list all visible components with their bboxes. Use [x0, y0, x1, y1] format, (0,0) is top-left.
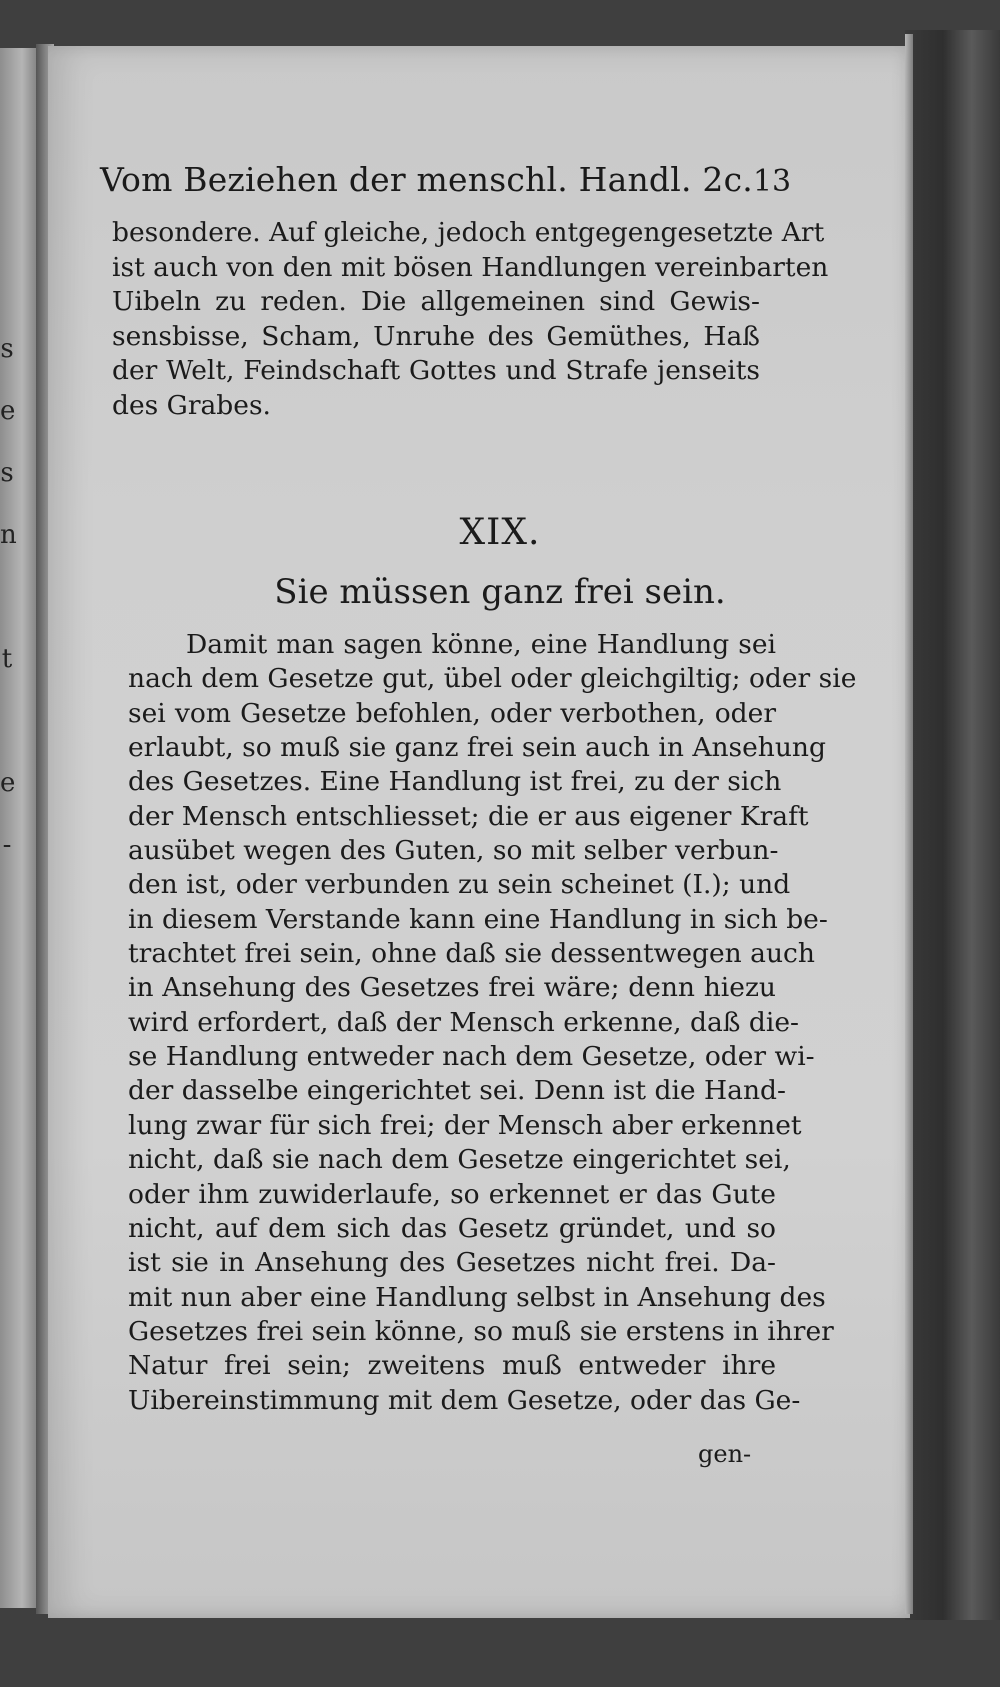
- fragment: t: [1, 644, 13, 674]
- text-line: Natur frei sein; zweitens muß entweder ihre: [128, 1350, 776, 1382]
- fragment: s: [0, 458, 14, 488]
- section-heading: Sie müssen ganz frei sein.: [274, 572, 726, 612]
- text-line: Damit man sagen könne, eine Handlung sei: [186, 629, 776, 660]
- text-line: der dasselbe eingerichtet sei. Denn ist die Hand-: [128, 1075, 786, 1107]
- book-fore-edge: [905, 30, 1000, 1620]
- text-line: des Grabes.: [112, 389, 271, 421]
- text-line: ist sie in Ansehung des Gesetzes nicht frei. Da-: [128, 1247, 776, 1279]
- text-line: wird erfordert, daß der Mensch erkenne, daß die-: [128, 1006, 799, 1038]
- text-line: besondere. Auf gleiche, jedoch entgegengesetzte Art: [112, 217, 825, 248]
- catchword: gen-: [698, 1440, 752, 1468]
- text-line: oder ihm zuwiderlaufe, so erkennet er das Gute: [128, 1178, 776, 1210]
- text-line: lung zwar für sich frei; der Mensch aber erkennet: [128, 1109, 802, 1141]
- fragment: e: [0, 768, 16, 798]
- text-line: nicht, daß sie nach dem Gesetze eingerichtet sei,: [128, 1144, 791, 1176]
- running-head: [100, 160, 792, 199]
- text-line: in diesem Verstande kann eine Handlung in sich be-: [128, 903, 828, 935]
- text-line: in Ansehung des Gesetzes frei wäre; denn hiezu: [128, 972, 776, 1004]
- text-line: des Gesetzes. Eine Handlung ist frei, zu der sich: [128, 766, 782, 798]
- fragment: s: [0, 334, 14, 364]
- text-line: ist auch von den mit bösen Handlungen vereinbarten: [112, 251, 829, 283]
- paragraph-main: [128, 628, 857, 1418]
- text-line: den ist, oder verbunden zu sein scheinet (I.); und: [128, 869, 791, 901]
- text-line: nach dem Gesetze gut, übel oder gleichgiltig; oder sie: [128, 663, 857, 695]
- fragment: e: [0, 396, 16, 426]
- text-line: sei vom Gesetze befohlen, oder verbothen, oder: [128, 697, 776, 729]
- running-title: Vom Beziehen der menschl. Handl. 2c.: [100, 160, 753, 199]
- text-line: se Handlung entweder nach dem Gesetze, oder wi-: [128, 1041, 815, 1073]
- text-line: der Mensch entschliesset; die er aus eigener Kraft: [128, 800, 809, 832]
- paragraph-continued: [112, 216, 829, 424]
- fragment: [0, 690, 14, 752]
- text-line: ausübet wegen des Guten, so mit selber verbun-: [128, 835, 779, 867]
- text-line: sensbisse, Scham, Unruhe des Gemüthes, Haß: [112, 320, 760, 352]
- page-number: 13: [752, 164, 792, 199]
- text-line: nicht, auf dem sich das Gesetz gründet, und so: [128, 1212, 776, 1244]
- facing-page-edge: [0, 48, 40, 1608]
- text-line: Uibereinstimmung mit dem Gesetze, oder das Ge-: [128, 1384, 801, 1416]
- text-line: Uibeln zu reden. Die allgemeinen sind Gewis-: [112, 286, 760, 318]
- text-line: der Welt, Feindschaft Gottes und Strafe jenseits: [112, 355, 760, 387]
- section-number: XIX.: [459, 512, 541, 553]
- fragment: n: [0, 520, 17, 550]
- fragment: -: [2, 830, 12, 860]
- text-line: mit nun aber eine Handlung selbst in Ansehung des: [128, 1281, 826, 1313]
- page-edge: [905, 34, 913, 1614]
- text-line: Gesetzes frei sein könne, so muß sie erstens in ihrer: [128, 1315, 834, 1347]
- text-line: erlaubt, so muß sie ganz frei sein auch in Ansehung: [128, 732, 826, 764]
- text-line: trachtet frei sein, ohne daß sie dessentwegen auch: [128, 938, 815, 970]
